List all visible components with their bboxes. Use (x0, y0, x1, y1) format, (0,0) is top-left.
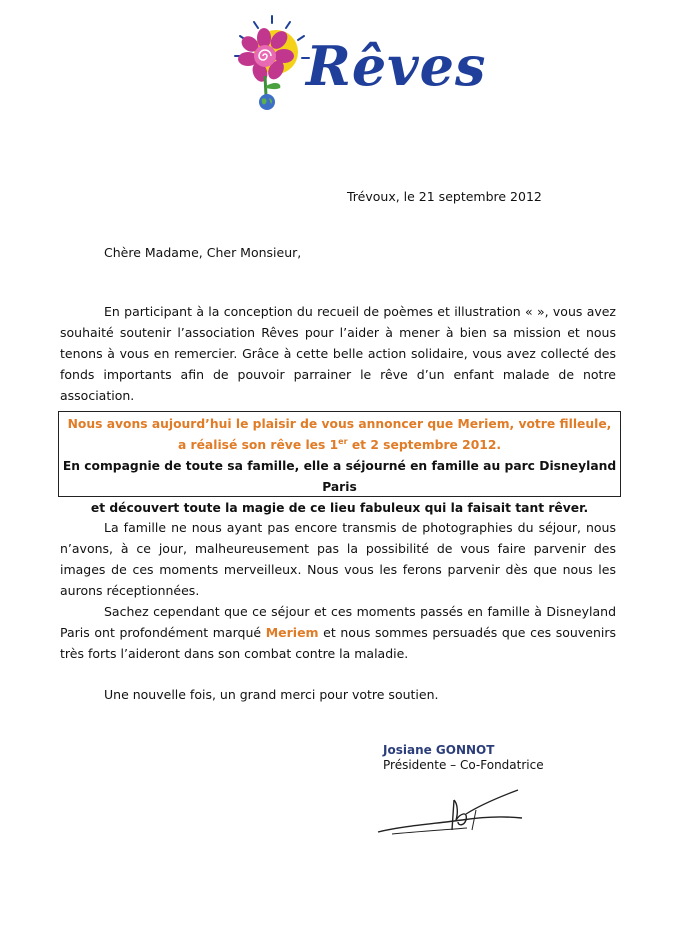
child-name: Meriem (265, 625, 319, 640)
paragraph-memories (60, 601, 616, 664)
flower-sun-icon (232, 14, 312, 112)
highlight-box (58, 411, 621, 515)
highlight-line-1: Nous avons aujourd’hui le plaisir de vous annoncer que Meriem, votre filleule, (67, 417, 612, 431)
highlight-line-2-before: a réalisé son rêve les 1 (177, 438, 339, 452)
paragraph-intro: En participant à la conception du recueil de poèmes et illustration « », vous avez souhaité soutenir l’association Rêves pour l’aider à mener à bien sa mission et nous tenons à vous en remercier. Grâce à cette belle action solidaire, vous avez collecté des fonds importants afin de pouvoir parrainer le rêve d’un enfant malade de notre association. (60, 304, 616, 403)
signatory-name: Josiane GONNOT (383, 743, 495, 757)
highlight-line-2-sup: er (338, 436, 348, 446)
place-date: Trévoux, le 21 septembre 2012 (347, 189, 542, 204)
paragraph-thanks: Une nouvelle fois, un grand merci pour votre soutien. (104, 687, 439, 702)
highlight-line-4: et découvert toute la magie de ce lieu fabuleux qui la faisait tant rêver. (90, 501, 589, 515)
reves-logo (232, 14, 487, 112)
signatory-title: Présidente – Co-Fondatrice (383, 758, 544, 772)
highlight-line-3: En compagnie de toute sa famille, elle a séjourné en famille au parc Disneyland Paris (62, 459, 617, 494)
handwritten-signature (372, 780, 552, 860)
paragraph-memories-after: et nous sommes persuadés que ces souvenirs très forts l’aideront dans son combat contre la maladie. (60, 625, 616, 661)
highlight-line-2 (59, 435, 620, 456)
paragraph-memories-before: Sachez cependant que ce séjour et ces moments passés en famille à Disneyland Paris ont profondément marqué (60, 604, 616, 640)
salutation: Chère Madame, Cher Monsieur, (104, 245, 302, 260)
highlight-line-2-after: et 2 septembre 2012. (347, 438, 502, 452)
logo-wordmark: Rêves (306, 34, 487, 98)
paragraph-photos: La famille ne nous ayant pas encore transmis de photographies du séjour, nous n’avons, à ce jour, malheureusement pas la possibilité de vous faire parvenir des images de ces moments merveilleux. Nous vous les ferons parvenir dès que nous les aurons réceptionnées. (60, 520, 616, 598)
